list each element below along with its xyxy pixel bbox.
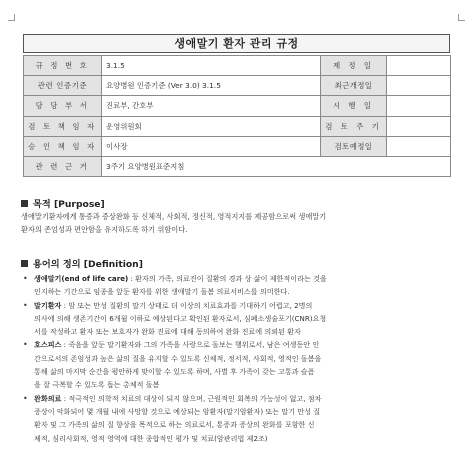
bullet-icon: •	[23, 300, 28, 310]
document-title: 생애말기 환자 관리 규정	[23, 34, 450, 53]
definition-text: 의사에 의해 생존기간이 6개월 이하로 예상된다고 확인된 환자로서, 심폐소생술포기(CNR)요청	[34, 313, 327, 323]
purpose-paragraph	[21, 210, 451, 237]
meta-label-2: 최근개정일	[321, 76, 387, 96]
meta-label: 관련 인증기준	[24, 76, 102, 96]
definition-term: 호스피스	[34, 340, 62, 350]
meta-label: 담 당 부 서	[24, 96, 102, 116]
purpose-heading-text: 목적 [Purpose]	[33, 199, 105, 210]
definition-text: : 적극적인 의학적 치료의 대상이 되지 않으며, 근원적인 회복의 가능성이 없고, 점차	[61, 393, 322, 403]
table-row	[24, 76, 451, 96]
meta-value: 3주기 요양병원표준지침	[102, 156, 451, 176]
table-row	[24, 96, 451, 116]
purpose-line: 환자의 존엄성과 편안함을 유지하도록 하기 위함이다.	[21, 225, 188, 235]
definition-term: 생애말기(end of life care)	[34, 274, 129, 283]
meta-label: 검 토 책 임 자	[24, 116, 102, 136]
table-row	[24, 136, 451, 156]
definition-text: 증상이 악화되어 몇 개월 내에 사망할 것으로 예상되는 암환자(말기암환자) 또는 말기 만성 질	[34, 406, 321, 416]
meta-value-2	[387, 116, 451, 136]
definition-text: : 환자의 가족, 의료진이 질환의 경과 상 삶이 제한적이라는 것을	[128, 274, 327, 283]
meta-value: 진료부, 간호부	[102, 96, 321, 116]
definition-text: : 암 또는 만성 질환의 말기 상태로 더 이상의 치료효과를 기대하기 어렵고, 2명의	[61, 300, 313, 310]
meta-value: 이사장	[102, 136, 321, 156]
definition-list	[21, 272, 451, 445]
list-item	[21, 338, 451, 391]
list-item	[21, 272, 451, 299]
meta-label-2: 제 정 일	[321, 56, 387, 76]
definition-text: 인지하는 기간으로 임종을 앞둔 환자를 위한 생애말기 돌봄 의료서비스를 의미한다.	[34, 287, 290, 297]
definition-text: 간으로서의 존엄성과 높은 삶의 질을 유지할 수 있도록 신체적, 정서적, 사회적, 영적인 돌봄을	[34, 353, 322, 363]
table-row	[24, 56, 451, 76]
meta-label-2: 검 토 주 기	[321, 116, 387, 136]
section-square-icon	[21, 200, 28, 207]
meta-label-2: 검토예정일	[321, 136, 387, 156]
table-row	[24, 156, 451, 176]
corner-mark-right	[458, 14, 465, 21]
bullet-icon: •	[23, 274, 28, 283]
meta-value: 요양병원 인증기준 (Ver 3.0) 3.1.5	[102, 76, 321, 96]
definition-term: 말기환자	[34, 300, 62, 310]
meta-value: 3.1.5	[102, 56, 321, 76]
meta-value: 운영위원회	[102, 116, 321, 136]
purpose-heading	[21, 196, 105, 210]
meta-label: 승 인 책 임 자	[24, 136, 102, 156]
meta-label: 관 련 근 거	[24, 156, 102, 176]
definition-text: 환자 및 그 가족의 삶의 질 향상을 목적으로 하는 의료로서, 통증과 증상의 완화를 포함한 신	[34, 420, 315, 430]
definition-heading-text: 용어의 정의 [Definition]	[33, 259, 143, 270]
meta-value-2	[387, 76, 451, 96]
definition-text: 서를 작성하고 환자 또는 보호자가 완화 진료에 대해 동의하여 완화 진료에 의뢰된 환자	[34, 327, 301, 337]
table-row	[24, 116, 451, 136]
definition-text: : 죽음을 앞둔 말기환자와 그의 가족을 사랑으로 돌보는 행위로서, 남은 여생동안 인	[61, 340, 320, 350]
bullet-icon: •	[23, 340, 28, 350]
purpose-line: 생애말기환자에게 통증과 증상완화 등 신체적, 사회적, 정신적, 영적지지를 제공함으로써 생애말기	[21, 212, 327, 221]
metadata-table	[23, 55, 451, 177]
meta-value-2	[387, 136, 451, 156]
meta-value-2	[387, 56, 451, 76]
list-item	[21, 299, 451, 339]
bullet-icon: •	[23, 393, 28, 403]
definition-text: 체적, 심리사회적, 영적 영역에 대한 종합적인 평가 및 치료(암관리법 제2조)	[34, 433, 268, 443]
corner-mark-left	[8, 14, 15, 21]
definition-text: 통해 삶의 마지막 순간을 평안하게 맞이할 수 있도록 하며, 사별 후 가족이 갖는 고통과 슬픔	[34, 367, 315, 377]
definition-heading	[21, 256, 143, 270]
meta-label: 규 정 번 호	[24, 56, 102, 76]
definition-term: 완화의료	[34, 393, 62, 403]
list-item	[21, 392, 451, 445]
meta-label-2: 시 행 일	[321, 96, 387, 116]
section-square-icon	[21, 260, 28, 267]
definition-text: 을 잘 극복할 수 있도록 돕는 총체적 돌봄	[34, 380, 160, 390]
meta-value-2	[387, 96, 451, 116]
